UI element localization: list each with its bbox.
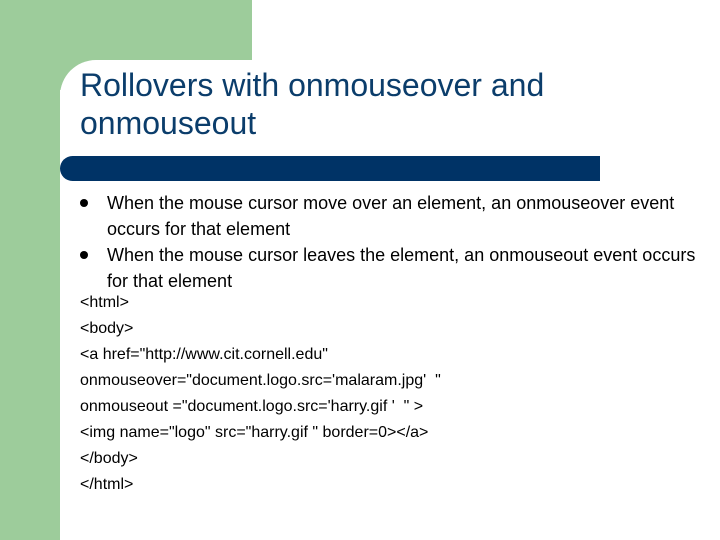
- code-line: <html>: [80, 294, 129, 311]
- bullet-list: [80, 190, 710, 294]
- code-line: </html>: [80, 476, 134, 493]
- code-line: <a href="http://www.cit.cornell.edu": [80, 346, 328, 363]
- bullet-dot-icon: [80, 199, 88, 207]
- code-line: <img name="logo" src="harry.gif " border=0></a>: [80, 424, 429, 441]
- code-line: </body>: [80, 450, 138, 467]
- bullet-item: [80, 242, 710, 294]
- code-line: <body>: [80, 320, 134, 337]
- code-line: onmouseover="document.logo.src='malaram.jpg' ": [80, 372, 441, 389]
- bullet-item: [80, 190, 710, 242]
- title-underline-bar: [60, 156, 600, 181]
- code-sample: [80, 290, 710, 498]
- slide-title: Rollovers with onmouseover and onmouseout: [80, 67, 545, 141]
- bullet-text: When the mouse cursor move over an element, an onmouseover event occurs for that element: [107, 193, 675, 239]
- bullet-dot-icon: [80, 251, 88, 259]
- code-line: onmouseout ="document.logo.src='harry.gif ' " >: [80, 398, 424, 415]
- bullet-text: When the mouse cursor leaves the element, an onmouseout event occurs for that element: [107, 245, 696, 291]
